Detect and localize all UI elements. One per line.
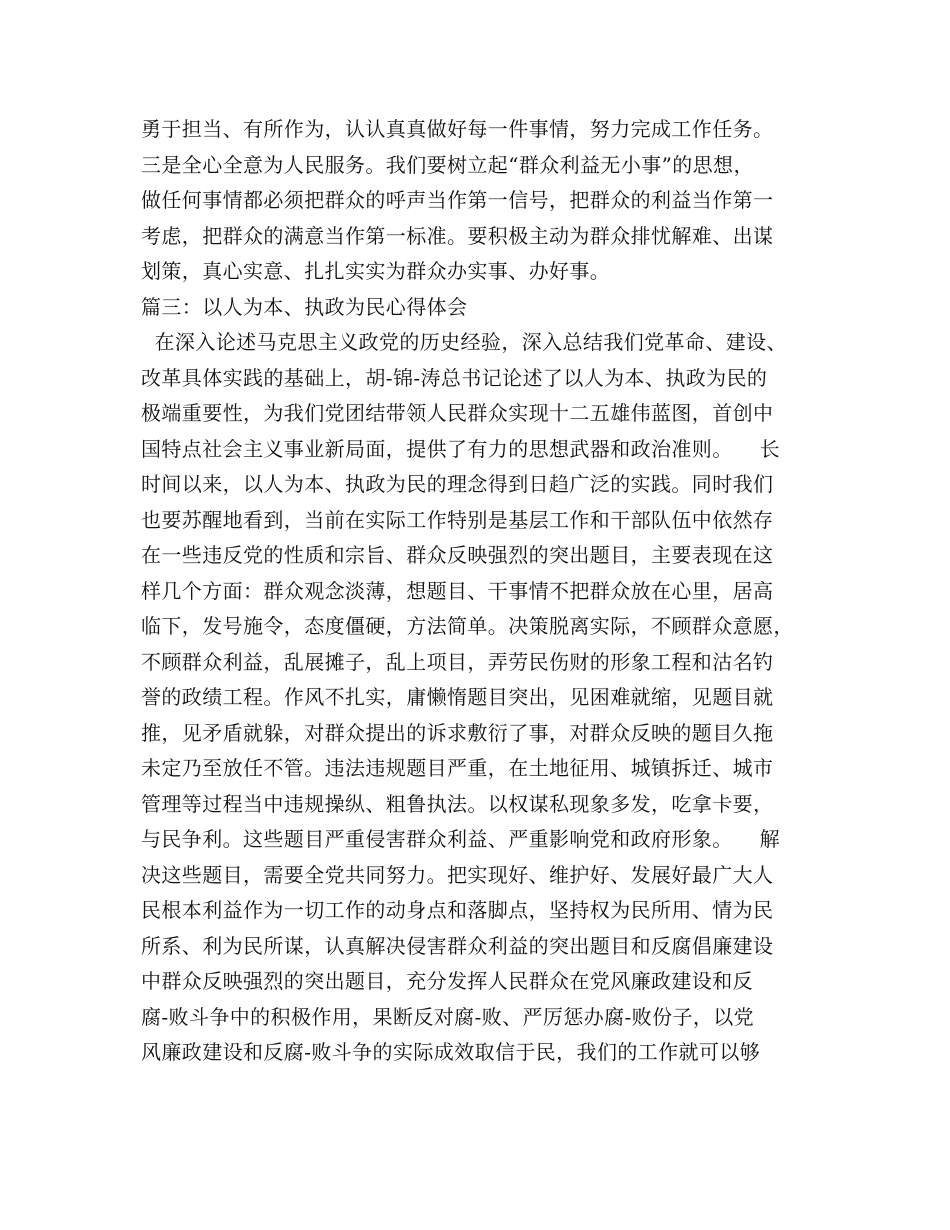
text-line: 划策，真心实意、扎扎实实为群众办实事、办好事。	[141, 259, 611, 283]
section-heading: 篇三：以人为本、执政为民心得体会	[141, 294, 468, 319]
text-line: 在深入论述马克思主义政党的历史经验，深入总结我们党革命、建设、	[141, 330, 787, 354]
text-line: 临下，发号施令，态度僵硬，方法简单。决策脱离实际，不顾群众意愿，	[141, 614, 794, 638]
text-line: 国特点社会主义事业新局面，提供了有力的思想武器和政治准则。 长	[141, 436, 781, 461]
text-line: 勇于担当、有所作为，认认真真做好每一件事情，努力完成工作任务。	[141, 117, 774, 141]
text-line: 样几个方面：群众观念淡薄，想题目、干事情不把群众放在心里，居高	[141, 578, 774, 603]
document-body-text	[141, 112, 831, 1071]
text-line: 所系、利为民所谋，认真解决侵害群众利益的突出题目和反腐倡廉建设	[141, 933, 774, 958]
text-line: 中群众反映强烈的突出题目，充分发挥人民群众在党风廉政建设和反	[141, 969, 753, 993]
text-line: 未定乃至放任不管。违法违规题目严重，在土地征用、城镇拆迁、城市	[141, 756, 774, 780]
text-line: 腐-败斗争中的积极作用，果断反对腐-败、严厉惩办腐-败份子，以党	[141, 1004, 755, 1029]
text-line: 三是全心全意为人民服务。我们要树立起“群众利益无小事”的思想，	[141, 152, 754, 177]
text-line: 决这些题目，需要全党共同努力。把实现好、维护好、发展好最广大人	[141, 862, 774, 887]
text-line: 时间以来，以人为本、执政为民的理念得到日趋广泛的实践。同时我们	[141, 472, 774, 496]
text-line: 与民争利。这些题目严重侵害群众利益、严重影响党和政府形象。 解	[141, 827, 781, 851]
text-line: 改革具体实践的基础上，胡-锦-涛总书记论述了以人为本、执政为民的	[141, 365, 768, 390]
text-line: 风廉政建设和反腐-败斗争的实际成效取信于民，我们的工作就可以够	[141, 1040, 761, 1064]
text-line: 民根本利益作为一切工作的动身点和落脚点，坚持权为民所用、情为民	[141, 898, 774, 922]
text-line: 在一些违反党的性质和宗旨、群众反映强烈的突出题目，主要表现在这	[141, 543, 774, 567]
text-line: 推，见矛盾就躲，对群众提出的诉求敷衍了事，对群众反映的题目久拖	[141, 720, 774, 745]
text-line: 管理等过程当中违规操纵、粗鲁执法。以权谋私现象多发，吃拿卡要，	[141, 791, 774, 816]
text-line: 考虑，把群众的满意当作第一标准。要积极主动为群众排忧解难、出谋	[141, 223, 774, 248]
text-line: 不顾群众利益，乱展摊子，乱上项目，弄劳民伤财的形象工程和沽名钓	[141, 649, 774, 674]
text-line: 极端重要性，为我们党团结带领人民群众实现十二五雄伟蓝图，首创中	[141, 401, 774, 425]
text-line: 做任何事情都必须把群众的呼声当作第一信号，把群众的利益当作第一	[141, 188, 774, 212]
text-line: 誉的政绩工程。作风不扎实，庸懒惰题目突出，见困难就缩，见题目就	[141, 685, 774, 709]
text-line: 也要苏醒地看到，当前在实际工作特别是基层工作和干部队伍中依然存	[141, 507, 774, 532]
